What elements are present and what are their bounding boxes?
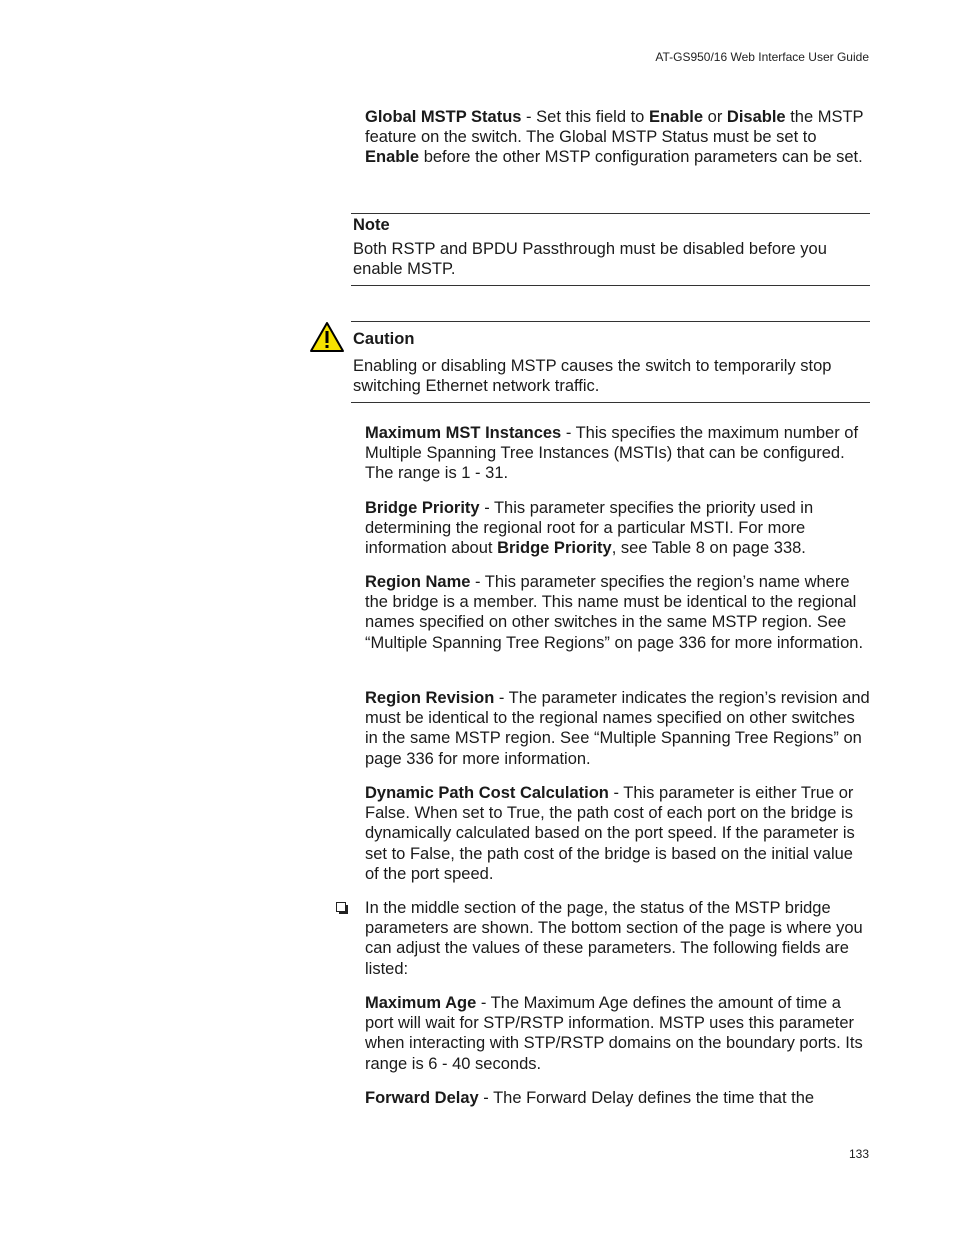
term: Global MSTP Status [365,108,522,126]
term: Maximum MST Instances [365,424,562,442]
term: Forward Delay [365,1089,479,1107]
caution-bottom-rule [351,402,870,403]
note-title: Note [353,216,390,234]
text: - The parameter indicates the region’s revision and must be identical to the regional names specified on other switches in the same MSTP region. See “Multiple Spanning Tree Regions” on page 336 for more information. [365,689,870,768]
text: - This specifies the maximum number of Multiple Spanning Tree Instances (MSTIs) that can be configured. The range is 1 - 31. [365,424,859,483]
text: - Set this field to [521,108,649,126]
field-max-mst-instances [365,423,870,484]
text: or [703,108,727,126]
text: - This parameter is either True or False. When set to True, the path cost of each port on the bridge is dynamically calculated based on the port speed. If the parameter is set to False, the path cost of the bridge is based on the initial value of the port speed. [365,784,855,883]
caution-body: Enabling or disabling MSTP causes the switch to temporarily stop switching Ethernet network traffic. [353,357,832,396]
field-maximum-age [365,993,870,1074]
text: - This parameter specifies the priority used in determining the regional root for a particular MSTI. For more information about [365,499,814,558]
term: Enable [648,108,704,126]
text: the MSTP feature on the switch. The Global MSTP Status must be set to [365,108,864,147]
note-bottom-rule [351,285,870,286]
global-mstp-status-paragraph [365,107,870,168]
bullet-paragraph: In the middle section of the page, the status of the MSTP bridge parameters are shown. The bottom section of the page is where you can adjust the values of these parameters. The following fields are listed: [365,899,863,978]
field-bridge-priority [365,498,870,559]
running-header: AT-GS950/16 Web Interface User Guide [655,50,869,64]
field-region-name [365,572,870,653]
term: Bridge Priority [365,499,480,517]
field-region-revision [365,688,870,769]
caution-title: Caution [353,330,415,348]
note-top-rule [351,213,870,214]
text: - The Forward Delay defines the time that the [478,1089,815,1107]
page-number: 133 [848,1147,869,1161]
term: Maximum Age [365,994,477,1012]
note-body: Both RSTP and BPDU Passthrough must be disabled before you enable MSTP. [353,240,827,279]
term: Bridge Priority [497,539,612,558]
caution-top-rule [351,321,870,322]
term: Enable [365,148,420,167]
term: Disable [726,108,786,126]
text: before the other MSTP configuration parameters can be set. [419,148,863,167]
checkbox-bullet-icon [336,902,346,912]
term: Region Name [365,573,471,591]
text: , see Table 8 on page 338. [611,539,806,558]
warning-triangle-icon [309,321,345,353]
field-forward-delay [365,1088,870,1108]
text: - The Maximum Age defines the amount of time a port will wait for STP/RSTP information. MSTP uses this parameter when interacting with STP/RSTP domains on the boundary ports. Its range is 6 - 40 seconds. [365,994,863,1073]
term: Region Revision [365,689,495,707]
field-dynamic-path-cost [365,783,870,884]
text: - This parameter specifies the region’s name where the bridge is a member. This name must be identical to the regional names specified on other switches in the same MSTP region. See “Multiple Spanning Tree Regions” on page 336 for more information. [365,573,864,652]
term: Dynamic Path Cost Calculation [365,784,609,802]
